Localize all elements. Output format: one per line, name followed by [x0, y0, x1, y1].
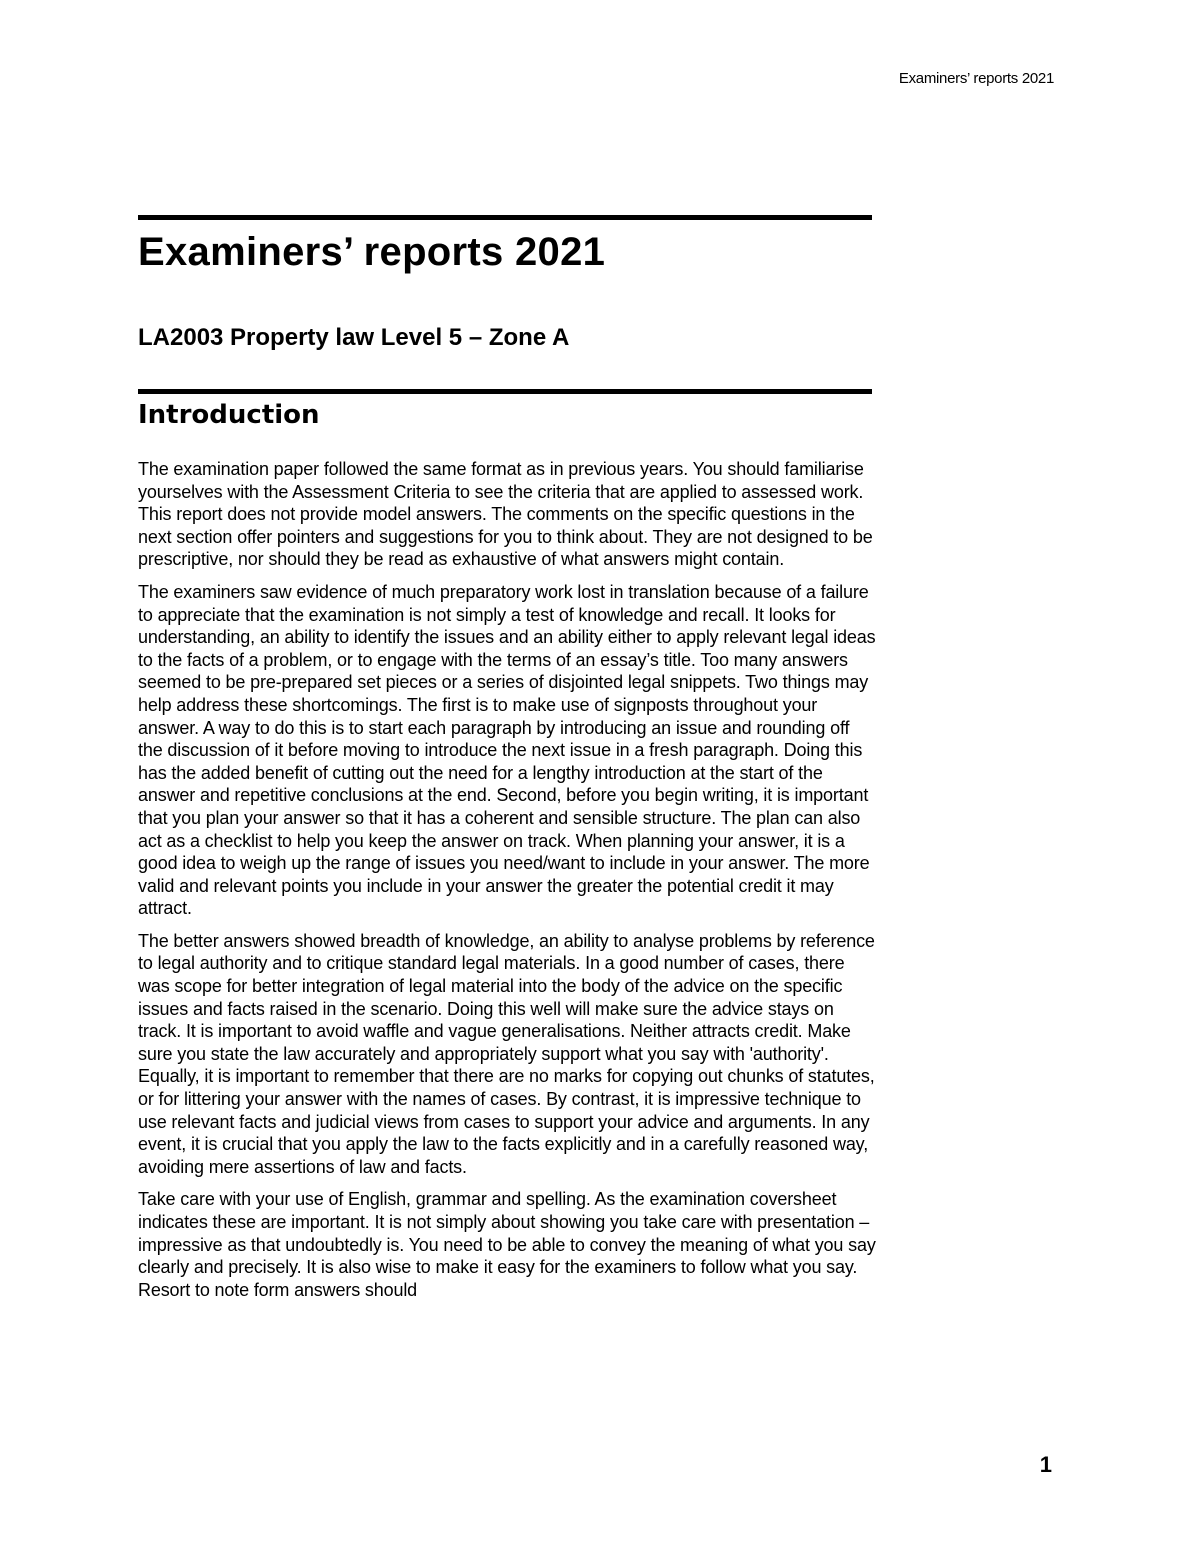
- top-rule: [138, 215, 872, 220]
- body-text: [138, 458, 878, 1311]
- document-title: Examiners’ reports 2021: [138, 230, 606, 274]
- paragraph-1: The examination paper followed the same format as in previous years. You should familiarise yourselves with the Assessment Criteria to see the criteria that are applied to assessed work. This report does not provide model answers. The comments on the specific questions in the next section offer pointers and suggestions for you to think about. They are not designed to be prescriptive, nor should they be read as exhaustive of what answers might contain.: [138, 459, 873, 570]
- paragraph-4: Take care with your use of English, grammar and spelling. As the examination coversheet indicates these are important. It is not simply about showing you take care with presentation – impressive as that undoubtedly is. You need to be able to convey the meaning of what you say clearly and precisely. It is also wise to make it easy for the examiners to follow what you say. Resort to note form answers should: [138, 1189, 876, 1300]
- paragraph-3: The better answers showed breadth of knowledge, an ability to analyse problems by reference to legal authority and to critique standard legal materials. In a good number of cases, there was scope for better integration of legal material into the body of the advice on the specific issues and facts raised in the scenario. Doing this well will make sure the advice stays on track. It is important to avoid waffle and vague generalisations. Neither attracts credit. Make sure you state the law accurately and appropriately support what you say with 'authority'. Equally, it is important to remember that there are no marks for copying out chunks of statutes, or for littering your answer with the names of cases. By contrast, it is impressive technique to use relevant facts and judicial views from cases to support your advice and arguments. In any event, it is crucial that you apply the law to the facts explicitly and in a carefully reasoned way, avoiding mere assertions of law and facts.: [138, 930, 875, 1177]
- running-header: Examiners’ reports 2021: [898, 70, 1054, 87]
- document-subtitle: LA2003 Property law Level 5 – Zone A: [138, 324, 570, 351]
- section-heading-introduction: Introduction: [138, 400, 320, 430]
- paragraph-2: The examiners saw evidence of much preparatory work lost in translation because of a failure to appreciate that the examination is not simply a test of knowledge and recall. It looks for understanding, an ability to identify the issues and an ability either to apply relevant legal ideas to the facts of a problem, or to engage with the terms of an essay’s title. Too many answers seemed to be pre-prepared set pieces or a series of disjointed legal snippets. Two things may help address these shortcomings. The first is to make use of signposts throughout your answer. A way to do this is to start each paragraph by introducing an issue and rounding off the discussion of it before moving to introduce the next issue in a fresh paragraph. Doing this has the added benefit of cutting out the need for a lengthy introduction at the start of the answer and repetitive conclusions at the end. Second, before you begin writing, it is important that you plan your answer so that it has a coherent and sensible structure. The plan can also act as a checklist to help you keep the answer on track. When planning your answer, it is a good idea to weigh up the range of issues you need/want to include in your answer. The more valid and relevant points you include in your answer the greater the potential credit it may attract.: [138, 581, 876, 919]
- section-rule: [138, 389, 872, 394]
- page-number: 1: [1039, 1452, 1052, 1477]
